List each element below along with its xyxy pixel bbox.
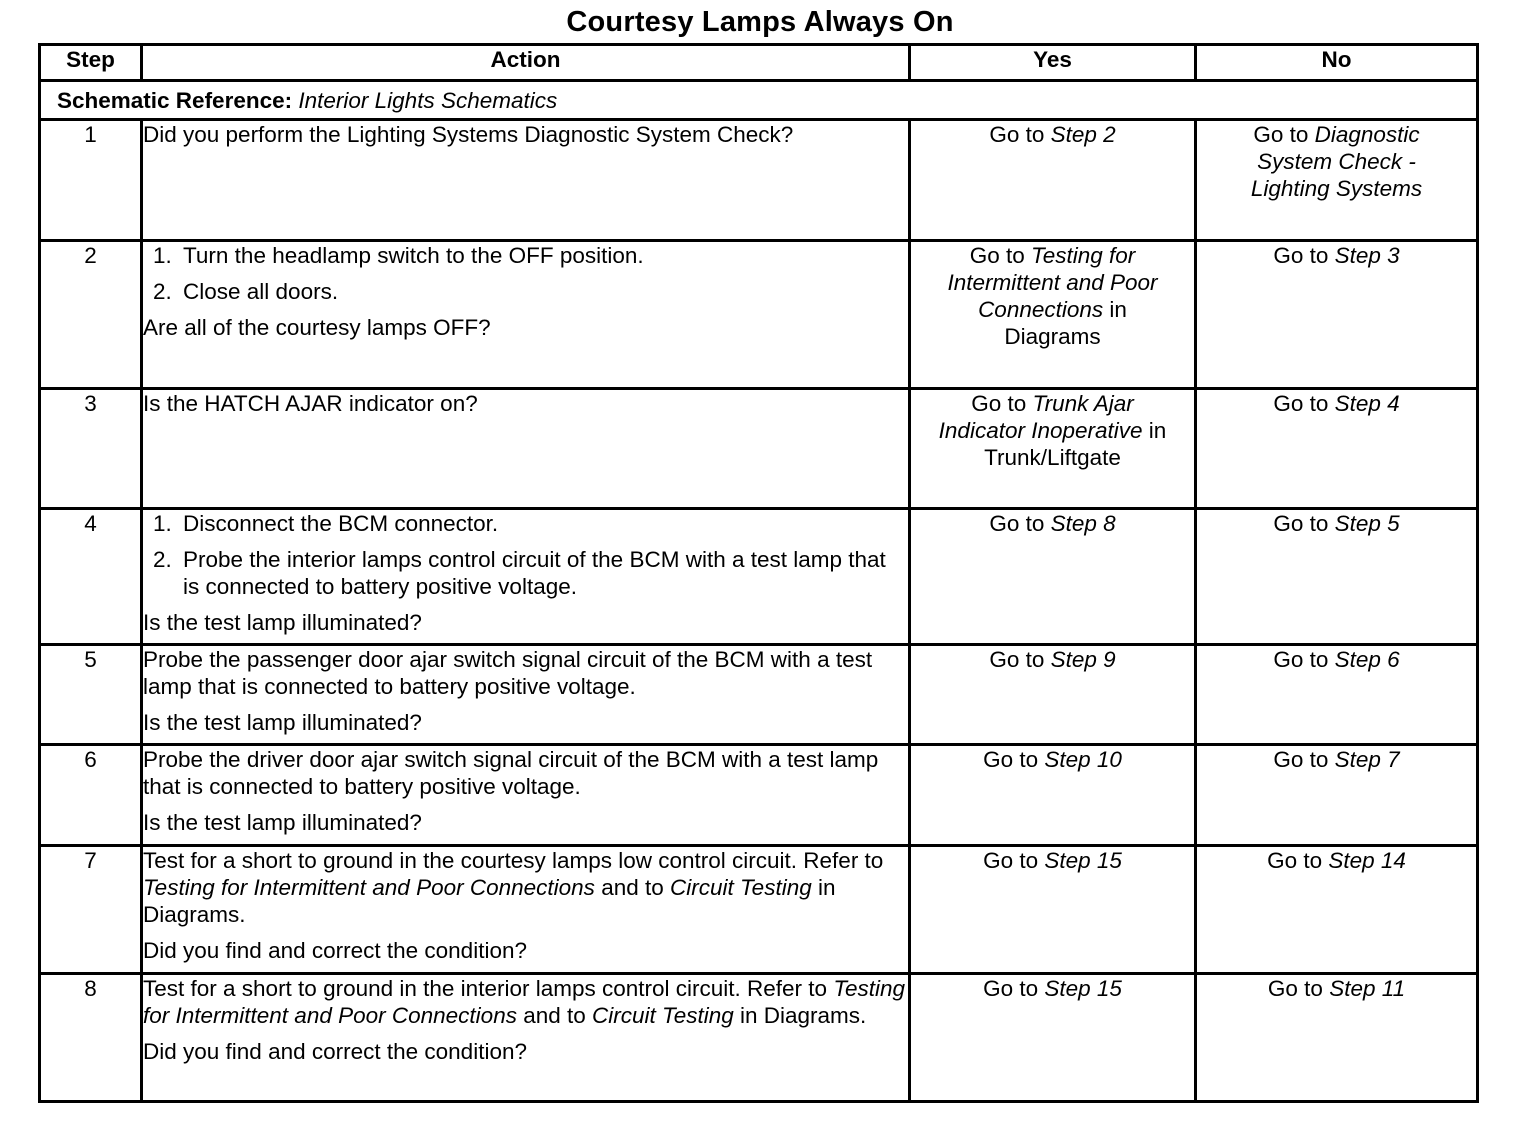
yes-cell [910, 745, 1196, 846]
step-number: 6 [40, 745, 142, 846]
no-cell [1196, 509, 1478, 645]
yes-link[interactable]: Step 15 [1044, 976, 1122, 1001]
action-text [143, 975, 908, 1029]
no-link[interactable]: Step 6 [1334, 647, 1400, 672]
diagnostic-table [38, 43, 1479, 1103]
yes-cell [910, 974, 1196, 1102]
no-cell [1196, 846, 1478, 974]
action-text-part: and to [594, 875, 670, 900]
no-link[interactable]: Step 5 [1334, 511, 1400, 536]
yes-prefix: Go to [969, 243, 1032, 268]
yes-link[interactable]: Step 15 [1044, 848, 1122, 873]
action-text-part: in Diagrams. [143, 875, 836, 927]
yes-prefix: Go to [983, 976, 1045, 1001]
step-number: 8 [40, 974, 142, 1102]
yes-link[interactable]: Step 10 [1044, 747, 1122, 772]
step-number: 3 [40, 389, 142, 509]
no-cell [1196, 120, 1478, 241]
sub-step-list [143, 510, 908, 600]
yes-link[interactable]: Step 9 [1050, 647, 1116, 672]
yes-cell [910, 389, 1196, 509]
action-question: Is the HATCH AJAR indicator on? [143, 391, 478, 416]
no-prefix: Go to [1267, 848, 1329, 873]
action-cell [142, 509, 910, 645]
action-cell [142, 745, 910, 846]
yes-link[interactable]: Step 2 [1050, 122, 1116, 147]
action-text [143, 847, 908, 928]
action-question: Is the test lamp illuminated? [143, 710, 422, 735]
no-prefix: Go to [1273, 391, 1335, 416]
no-cell [1196, 645, 1478, 745]
sub-step-list [143, 242, 908, 305]
table-row [40, 120, 1478, 241]
header-no: No [1196, 45, 1478, 81]
yes-cell [910, 241, 1196, 389]
step-number: 7 [40, 846, 142, 974]
step-number: 1 [40, 120, 142, 241]
table-row [40, 846, 1478, 974]
header-row [40, 45, 1478, 81]
action-text: Probe the passenger door ajar switch signal circuit of the BCM with a test lamp that is connected to battery positive voltage. [143, 647, 873, 699]
no-cell [1196, 389, 1478, 509]
no-link[interactable]: Step 4 [1334, 391, 1400, 416]
action-text-part: Test for a short to ground in the courtesy lamps low control circuit. Refer to [143, 848, 884, 873]
yes-cell [910, 846, 1196, 974]
sub-step: 1. Turn the headlamp switch to the OFF position. [178, 242, 908, 269]
no-prefix: Go to [1273, 243, 1335, 268]
yes-suffix: in [1103, 297, 1127, 322]
action-text-part: and to [516, 1003, 593, 1028]
no-link[interactable]: Step 3 [1334, 243, 1400, 268]
no-cell [1196, 974, 1478, 1102]
no-cell [1196, 745, 1478, 846]
yes-prefix: Go to [983, 747, 1045, 772]
sub-step: 2. Probe the interior lamps control circuit of the BCM with a test lamp that is connected to battery positive voltage. [178, 546, 908, 600]
yes-location: Diagrams [1004, 324, 1101, 349]
no-prefix: Go to [1267, 976, 1330, 1001]
no-link[interactable]: System Check - [1257, 149, 1416, 174]
no-link[interactable]: Step 11 [1329, 976, 1406, 1001]
yes-cell [910, 645, 1196, 745]
no-prefix: Go to [1273, 747, 1335, 772]
action-question: Is the test lamp illuminated? [143, 610, 422, 635]
yes-link[interactable]: Intermittent and Poor [947, 270, 1158, 295]
action-cell [142, 645, 910, 745]
no-cell [1196, 241, 1478, 389]
sub-step: 2. Close all doors. [178, 278, 908, 305]
no-prefix: Go to [1253, 122, 1315, 147]
header-action: Action [142, 45, 910, 81]
reference-link[interactable]: Circuit Testing [670, 875, 812, 900]
action-text-part: in Diagrams. [733, 1003, 867, 1028]
yes-prefix: Go to [989, 647, 1051, 672]
step-number: 5 [40, 645, 142, 745]
action-text: Probe the driver door ajar switch signal circuit of the BCM with a test lamp that is connected to battery positive voltage. [143, 747, 879, 799]
action-cell [142, 389, 910, 509]
action-text-part: Test for a short to ground in the interior lamps control circuit. Refer to [143, 976, 834, 1001]
schematic-reference-link[interactable]: Interior Lights Schematics [298, 87, 558, 113]
yes-link[interactable]: Indicator Inoperative [938, 418, 1143, 443]
table-row [40, 974, 1478, 1102]
table-row [40, 241, 1478, 389]
schematic-reference-label: Schematic Reference: [57, 87, 293, 113]
action-cell [142, 120, 910, 241]
action-question: Is the test lamp illuminated? [143, 810, 422, 835]
table-row [40, 389, 1478, 509]
table-row [40, 745, 1478, 846]
action-question: Did you find and correct the condition? [143, 1039, 527, 1064]
yes-cell [910, 509, 1196, 645]
no-prefix: Go to [1273, 647, 1335, 672]
step-number: 2 [40, 241, 142, 389]
yes-prefix: Go to [971, 391, 1033, 416]
table-row [40, 509, 1478, 645]
yes-link[interactable]: Connections [978, 297, 1104, 322]
page-title: Courtesy Lamps Always On [566, 6, 954, 38]
no-link[interactable]: Step 14 [1328, 848, 1406, 873]
no-prefix: Go to [1273, 511, 1335, 536]
action-cell [142, 846, 910, 974]
table-row [40, 645, 1478, 745]
step-number: 4 [40, 509, 142, 645]
yes-link[interactable]: Trunk Ajar [1032, 391, 1134, 416]
action-cell [142, 241, 910, 389]
no-link[interactable]: Step 7 [1334, 747, 1400, 772]
reference-link[interactable]: Circuit Testing [592, 1003, 734, 1028]
reference-link[interactable]: Testing for Intermittent and Poor Connections [143, 875, 595, 900]
action-cell [142, 974, 910, 1102]
action-question: Did you perform the Lighting Systems Diagnostic System Check? [143, 122, 794, 147]
schematic-reference-row [40, 81, 1478, 120]
header-yes: Yes [910, 45, 1196, 81]
yes-prefix: Go to [983, 848, 1045, 873]
yes-cell [910, 120, 1196, 241]
yes-prefix: Go to [989, 511, 1051, 536]
action-question: Did you find and correct the condition? [143, 938, 527, 963]
schematic-reference [40, 81, 1478, 120]
header-step: Step [40, 45, 142, 81]
sub-step: 1. Disconnect the BCM connector. [178, 510, 908, 537]
yes-prefix: Go to [989, 122, 1051, 147]
no-link[interactable]: Lighting Systems [1250, 176, 1423, 201]
yes-location: Trunk/Liftgate [984, 445, 1121, 470]
yes-link[interactable]: Testing for [1031, 243, 1136, 268]
yes-link[interactable]: Step 8 [1050, 511, 1116, 536]
action-question: Are all of the courtesy lamps OFF? [143, 315, 491, 340]
no-link[interactable]: Diagnostic [1314, 122, 1420, 147]
reference-link[interactable]: Testing for Intermittent and Poor Connections [143, 976, 906, 1028]
yes-suffix: in [1142, 418, 1167, 443]
